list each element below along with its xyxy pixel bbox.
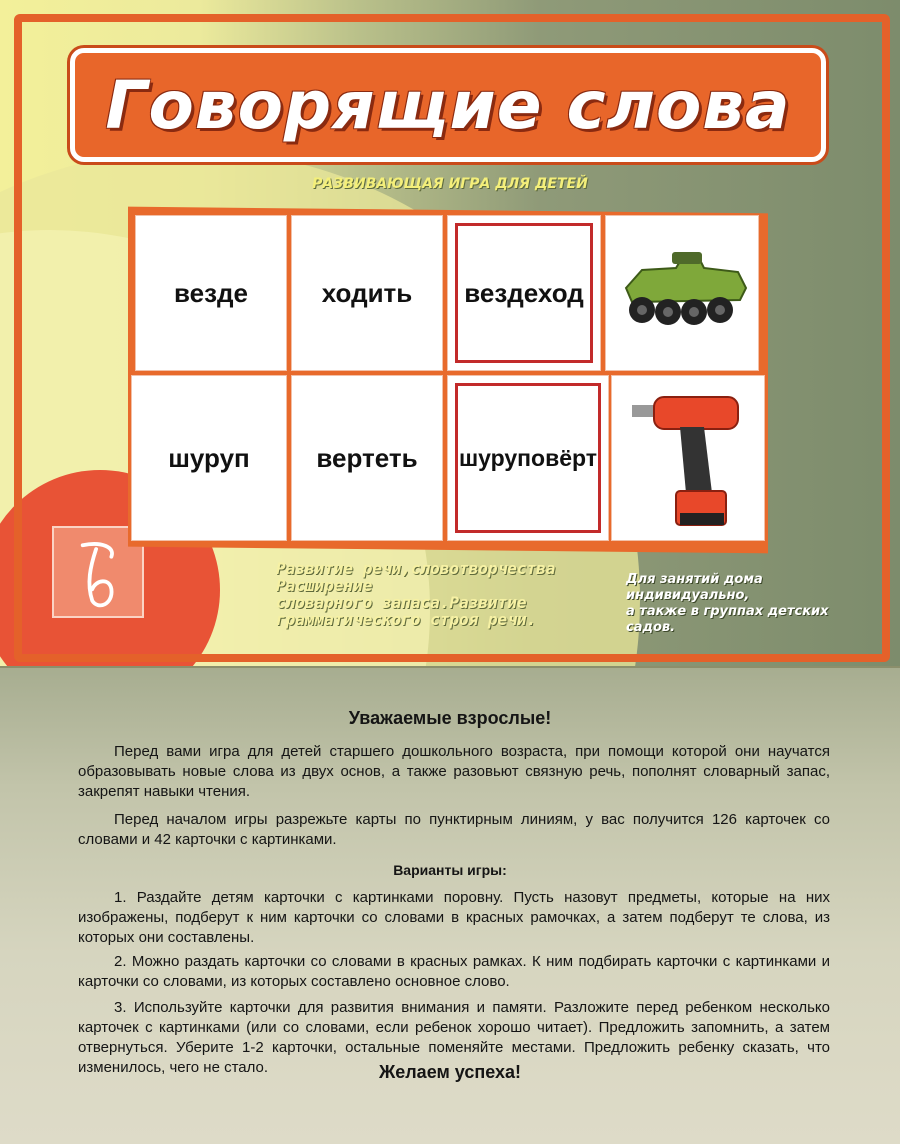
development-line: Развитие речи,словотворчества [276, 559, 556, 578]
word-card-label: ходить [321, 277, 413, 308]
compound-word-label: шуруповёрт [458, 444, 598, 471]
closing-wish: Желаем успеха! [378, 1062, 522, 1082]
intro-paragraph: Перед началом игры разрежьте карты по пунктирным линиям, у вас получится 126 карточек со словами и 42 карточки с картинками. [78, 811, 830, 848]
word-card [292, 376, 442, 540]
usage-note-line: а также в группах детских садов. [626, 604, 829, 635]
usage-note [626, 572, 846, 636]
development-goals [276, 560, 636, 628]
all-terrain-vehicle-picture [612, 248, 752, 338]
word-card-label: шуруп [168, 442, 250, 473]
picture-card-drill [612, 376, 764, 540]
variants-heading: Варианты игры: [393, 862, 507, 878]
usage-note-line: Для занятий дома индивидуально, [626, 572, 763, 603]
word-card [132, 376, 286, 540]
picture-card-vehicle [606, 216, 758, 370]
title-banner [70, 48, 826, 162]
word-card [136, 216, 286, 370]
game-title: Говорящие слова [105, 66, 791, 144]
game-subtitle: РАЗВИВАЮЩАЯ ИГРА ДЛЯ ДЕТЕЙ [312, 176, 588, 192]
development-line: грамматического строя речи. [276, 610, 537, 629]
development-line: словарного запаса.Развитие [276, 593, 527, 612]
instructions-heading: Уважаемые взрослые! [348, 708, 552, 728]
word-card-label: везде [174, 277, 248, 308]
compound-word-card [448, 216, 600, 370]
compound-word-card [448, 376, 608, 540]
variant-paragraph: 3. Используйте карточки для развития внимания и памяти. Разложите перед ребенком несколько карточек с картинками (или со словами, если ребенок хорошо читает). Предложить запомнить, а затем отвернуться. Уберите 1-2 карточки, остальные поменяйте местами. Предложить ребенку сказать, что изменилось, чего не стало. [78, 999, 830, 1076]
intro-paragraph: Перед вами игра для детей старшего дошкольного возраста, при помощи которой они научатся образовывать новые слова из двух основ, а также разовьют связную речь, пополнят словарный запас, закрепят навыки чтения. [78, 743, 830, 800]
variant-paragraph: 2. Можно раздать карточки со словами в красных рамках. К ним подбирать карточки с картинками и карточки со словами, из которых составлено основное слово. [78, 953, 830, 990]
compound-word-label: вездеход [464, 277, 584, 308]
cordless-drill-picture [628, 383, 748, 533]
development-line: Расширение [276, 576, 373, 595]
variant-paragraph: 1. Раздайте детям карточки с картинками поровну. Пусть назовут предметы, которые на них изображены, подберут к ним карточки со словами в красных рамочках, а затем подберут те слова, из которых они составлены. [78, 889, 830, 946]
word-card [292, 216, 442, 370]
word-card-label: вертеть [316, 442, 418, 473]
instructions-sheet [0, 666, 900, 1144]
